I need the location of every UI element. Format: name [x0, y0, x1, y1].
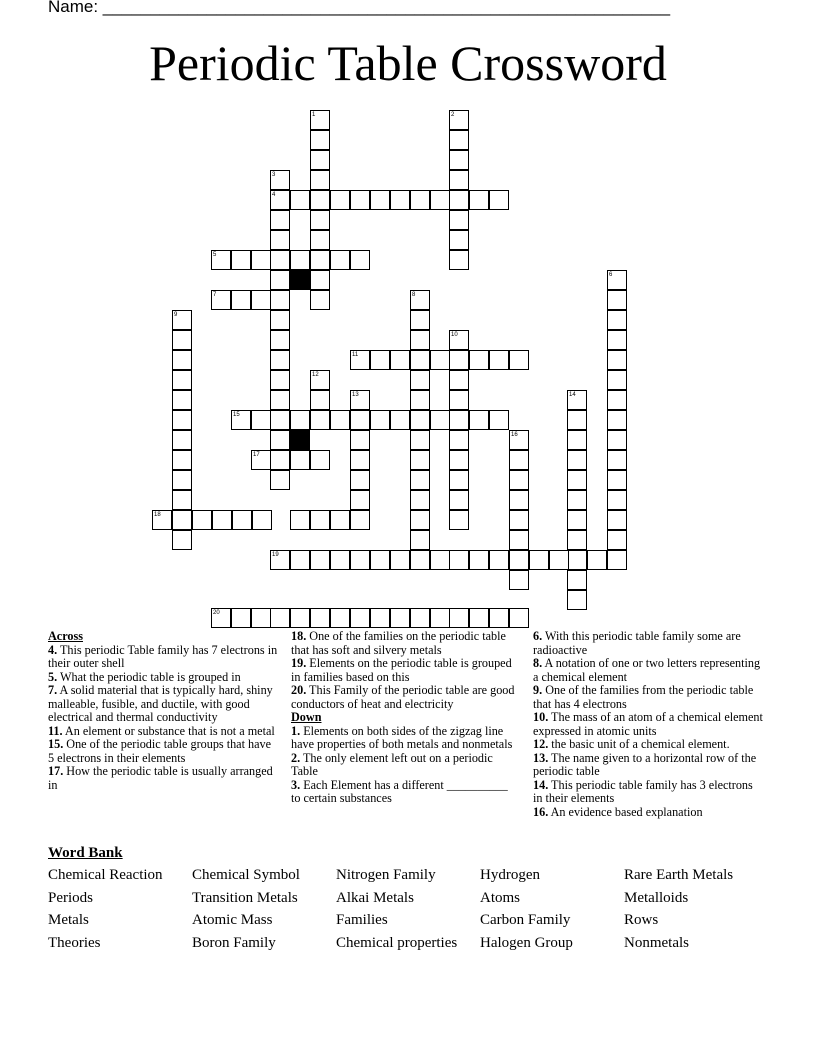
crossword-cell[interactable] — [430, 350, 450, 370]
crossword-cell[interactable] — [350, 550, 370, 570]
crossword-cell[interactable] — [350, 410, 370, 430]
crossword-cell[interactable] — [410, 550, 430, 570]
clue-text: One of the periodic table groups that have 5 electrons in their elements — [48, 737, 272, 765]
crossword-cell[interactable] — [449, 170, 469, 190]
crossword-cell[interactable] — [567, 390, 587, 410]
clue-num: 13. — [533, 750, 549, 765]
crossword-cell[interactable] — [549, 550, 569, 570]
crossword-cell[interactable] — [370, 608, 390, 628]
crossword-cell[interactable] — [310, 170, 330, 190]
crossword-cell[interactable] — [410, 430, 430, 450]
down-clue — [291, 725, 515, 752]
crossword-cell[interactable] — [449, 470, 469, 490]
crossword-cell[interactable] — [607, 350, 627, 370]
word-bank-item: Atomic Mass — [192, 912, 273, 929]
crossword-cell[interactable] — [172, 530, 192, 550]
clue-num: 11. — [48, 723, 63, 738]
word-bank-item: Rows — [624, 912, 659, 929]
name-field[interactable]: Name: ____________________________________________________________ — [48, 0, 671, 16]
crossword-cell[interactable] — [251, 250, 271, 270]
clue-num: 5. — [48, 669, 58, 684]
crossword-cell[interactable] — [310, 450, 330, 470]
crossword-cell[interactable] — [350, 190, 370, 210]
clue-num: 16. — [533, 804, 549, 819]
clue-number: 13 — [352, 392, 359, 398]
page-title: Periodic Table Crossword — [149, 35, 667, 91]
crossword-cell[interactable] — [449, 350, 469, 370]
crossword-cell[interactable] — [310, 110, 330, 130]
clue-num: 17. — [48, 764, 64, 778]
crossword-cell[interactable] — [270, 370, 290, 390]
crossword-cell[interactable] — [567, 410, 587, 430]
word-bank-item: Carbon Family — [480, 912, 571, 929]
crossword-cell[interactable] — [489, 550, 509, 570]
crossword-cell[interactable] — [449, 430, 469, 450]
crossword-cell[interactable] — [469, 410, 489, 430]
crossword-cell[interactable] — [430, 190, 450, 210]
crossword-cell[interactable] — [270, 190, 290, 210]
crossword-cell[interactable] — [350, 250, 370, 270]
clue-num: 2. — [291, 750, 301, 765]
across-clue — [48, 765, 280, 792]
crossword-cell[interactable] — [410, 608, 430, 628]
clue-num: 1. — [291, 723, 301, 738]
word-bank-item: Chemical Symbol — [192, 867, 300, 883]
crossword-cell[interactable] — [410, 390, 430, 410]
word-bank-item: Families — [336, 912, 388, 929]
crossword-cell[interactable] — [330, 550, 350, 570]
crossword-cell[interactable] — [489, 350, 509, 370]
crossword-cell[interactable] — [607, 450, 627, 470]
crossword-cell[interactable] — [607, 270, 627, 290]
word-bank-item: Boron Family — [192, 935, 276, 952]
word-bank-item: Chemical properties — [336, 935, 458, 952]
crossword-cell[interactable] — [607, 330, 627, 350]
clue-number: 15 — [233, 412, 240, 418]
crossword-cell[interactable] — [449, 490, 469, 510]
crossword-cell[interactable] — [509, 570, 529, 590]
crossword-cell[interactable] — [350, 450, 370, 470]
down-clue — [291, 779, 515, 806]
crossword-cell[interactable] — [310, 550, 330, 570]
crossword-cell[interactable] — [449, 130, 469, 150]
crossword-cell[interactable] — [310, 370, 330, 390]
clue-number: 8 — [412, 292, 416, 298]
crossword-cell[interactable] — [509, 530, 529, 550]
crossword-cell[interactable] — [410, 330, 430, 350]
word-bank-title: Word Bank — [48, 845, 123, 861]
crossword-cell[interactable] — [567, 430, 587, 450]
across-clue — [291, 657, 515, 684]
clue-number: 14 — [569, 392, 576, 398]
crossword-cell[interactable] — [211, 250, 231, 270]
clue-number: 1 — [312, 112, 316, 118]
across-clue — [48, 725, 280, 739]
down-clue — [533, 630, 763, 657]
crossword-cell[interactable] — [449, 450, 469, 470]
crossword-cell[interactable] — [270, 410, 290, 430]
clue-text: A notation of one or two letters representing a chemical element — [533, 656, 761, 684]
crossword-cell[interactable] — [270, 170, 290, 190]
crossword-cell[interactable] — [449, 230, 469, 250]
crossword-cell[interactable] — [172, 410, 192, 430]
crossword-cell[interactable] — [172, 470, 192, 490]
crossword-cell[interactable] — [310, 210, 330, 230]
crossword-cell[interactable] — [449, 330, 469, 350]
word-bank-item: Rare Earth Metals — [624, 867, 734, 883]
down-clue — [533, 806, 763, 820]
crossword-cell[interactable] — [410, 290, 430, 310]
crossword-cell[interactable] — [449, 390, 469, 410]
crossword-cell[interactable] — [172, 490, 192, 510]
crossword-cell[interactable] — [270, 550, 290, 570]
word-bank-item: Nonmetals — [624, 935, 689, 952]
clue-text: One of the families on the periodic table that has soft and silvery metals — [291, 629, 506, 657]
crossword-cell[interactable] — [251, 290, 271, 310]
crossword-cell[interactable] — [449, 550, 469, 570]
down-clue — [533, 738, 763, 752]
clue-text: How the periodic table is usually arranged in — [48, 764, 273, 792]
clue-text: Each Element has a different __________ to certain substances — [291, 777, 508, 805]
crossword-cell[interactable] — [172, 370, 192, 390]
crossword-cell[interactable] — [251, 608, 271, 628]
down-clue — [533, 752, 763, 779]
crossword-cell[interactable] — [469, 350, 489, 370]
crossword-cell[interactable] — [529, 550, 549, 570]
crossword-cell[interactable] — [310, 390, 330, 410]
crossword-cell[interactable] — [270, 350, 290, 370]
crossword-cell[interactable] — [270, 270, 290, 290]
clue-text: With this periodic table family some are radioactive — [533, 629, 741, 657]
word-bank-item: Transition Metals — [192, 889, 298, 906]
clue-heading: Across — [48, 629, 83, 643]
crossword-cell[interactable] — [270, 450, 290, 470]
across-clue — [291, 684, 515, 711]
crossword-cell[interactable] — [567, 510, 587, 530]
crossword-cell[interactable] — [509, 510, 529, 530]
clue-number: 19 — [272, 552, 279, 558]
word-bank-item: Nitrogen Family — [336, 867, 436, 883]
crossword-cell[interactable] — [350, 510, 370, 530]
crossword-cell[interactable] — [270, 430, 290, 450]
crossword-cell[interactable] — [449, 150, 469, 170]
crossword-cell[interactable] — [212, 510, 232, 530]
crossword-cell[interactable] — [310, 230, 330, 250]
clue-number: 9 — [174, 312, 178, 318]
clue-num: 7. — [48, 683, 58, 697]
clue-number: 4 — [272, 192, 276, 198]
across-clue — [48, 671, 280, 685]
clue-text: One of the families from the periodic table that has 4 electrons — [533, 683, 754, 711]
crossword-cell[interactable] — [410, 490, 430, 510]
crossword-cell[interactable] — [567, 450, 587, 470]
crossword-cell[interactable] — [607, 410, 627, 430]
crossword-cell[interactable] — [330, 510, 350, 530]
crossword-cell[interactable] — [410, 510, 430, 530]
clue-number: 16 — [511, 432, 518, 438]
crossword-cell[interactable] — [350, 430, 370, 450]
crossword-cell[interactable] — [449, 190, 469, 210]
crossword-cell[interactable] — [410, 310, 430, 330]
crossword-cell[interactable] — [469, 608, 489, 628]
crossword-cell[interactable] — [410, 530, 430, 550]
clues-column-3 — [533, 630, 763, 819]
crossword-cell[interactable] — [390, 190, 410, 210]
clue-number: 2 — [451, 112, 455, 118]
clue-text: This Family of the periodic table are good conductors of heat and electricity — [291, 683, 515, 711]
crossword-cell[interactable] — [607, 530, 627, 550]
clue-number: 3 — [272, 172, 276, 178]
crossword-cell[interactable] — [390, 350, 410, 370]
word-bank-item: Alkai Metals — [336, 889, 414, 906]
clue-number: 11 — [352, 352, 359, 358]
crossword-cell[interactable] — [290, 608, 310, 628]
crossword-cell[interactable] — [172, 510, 192, 530]
crossword-cell[interactable] — [211, 608, 231, 628]
across-clue — [48, 684, 280, 725]
clue-number: 10 — [451, 332, 458, 338]
crossword-cell[interactable] — [449, 250, 469, 270]
clue-text: An evidence based explanation — [548, 804, 703, 819]
clue-text: This periodic Table family has 7 electrons in their outer shell — [48, 642, 278, 670]
crossword-cell[interactable] — [430, 550, 450, 570]
crossword-cell[interactable] — [410, 450, 430, 470]
crossword-cell[interactable] — [607, 490, 627, 510]
clue-num: 18. — [291, 629, 307, 643]
crossword-cell[interactable] — [410, 350, 430, 370]
crossword-cell[interactable] — [449, 210, 469, 230]
clue-num: 15. — [48, 737, 64, 751]
clues-column-1 — [48, 630, 280, 792]
crossword-cell[interactable] — [489, 410, 509, 430]
word-bank-item: Periods — [48, 889, 93, 906]
crossword-cell[interactable] — [370, 190, 390, 210]
crossword-cell[interactable] — [587, 550, 607, 570]
crossword-cell[interactable] — [370, 550, 390, 570]
crossword-cell[interactable] — [211, 290, 231, 310]
crossword-cell[interactable] — [607, 310, 627, 330]
clue-number: 5 — [213, 252, 217, 258]
crossword-cell[interactable] — [509, 608, 529, 628]
crossword-cell[interactable] — [509, 350, 529, 370]
crossword-cell[interactable] — [509, 450, 529, 470]
crossword-cell[interactable] — [290, 250, 310, 270]
down-clue — [533, 657, 763, 684]
crossword-cell[interactable] — [330, 250, 350, 270]
crossword-cell[interactable] — [449, 410, 469, 430]
crossword-cell[interactable] — [330, 608, 350, 628]
word-bank-item: Hydrogen — [480, 867, 540, 883]
crossword-cell[interactable] — [607, 510, 627, 530]
down-clue — [533, 684, 763, 711]
crossword-cell[interactable] — [350, 470, 370, 490]
crossword-cell[interactable] — [607, 430, 627, 450]
crossword-cell[interactable] — [509, 490, 529, 510]
word-bank-item: Atoms — [480, 889, 521, 906]
clue-num: 10. — [533, 710, 549, 724]
clue-num: 9. — [533, 683, 543, 697]
crossword-cell[interactable] — [172, 430, 192, 450]
clue-num: 19. — [291, 656, 307, 670]
crossword-cell[interactable] — [607, 550, 627, 570]
crossword-cell[interactable] — [290, 190, 310, 210]
crossword-cell[interactable] — [310, 410, 330, 430]
clue-number: 12 — [312, 372, 319, 378]
across-clue — [291, 630, 515, 657]
crossword-cell[interactable] — [310, 270, 330, 290]
crossword-cell[interactable] — [290, 510, 310, 530]
word-bank-item: Theories — [48, 935, 101, 952]
clue-text: The only element left out on a periodic Table — [291, 750, 493, 778]
crossword-cell[interactable] — [270, 290, 290, 310]
crossword-cell[interactable] — [270, 608, 290, 628]
crossword-cell[interactable] — [310, 190, 330, 210]
word-bank-item: Metalloids — [624, 889, 689, 906]
crossword-cell[interactable] — [607, 290, 627, 310]
crossword-cell[interactable] — [390, 410, 410, 430]
crossword-cell[interactable] — [489, 190, 509, 210]
clue-number: 20 — [213, 610, 220, 616]
crossword-cell[interactable] — [567, 590, 587, 610]
clues-column-2 — [291, 630, 515, 806]
clue-number: 17 — [253, 452, 260, 458]
crossword-cell[interactable] — [290, 550, 310, 570]
crossword-cell[interactable] — [152, 510, 172, 530]
clue-text: This periodic table family has 3 electrons in their elements — [533, 777, 753, 805]
crossword-cell[interactable] — [172, 350, 192, 370]
clue-num: 14. — [533, 777, 549, 792]
crossword-cell[interactable] — [469, 190, 489, 210]
clue-number: 18 — [154, 512, 161, 518]
crossword-cell[interactable] — [310, 608, 330, 628]
crossword-cell[interactable] — [310, 130, 330, 150]
crossword-cell[interactable] — [251, 410, 271, 430]
crossword-cell[interactable] — [567, 530, 587, 550]
crossword-cell[interactable] — [172, 450, 192, 470]
crossword-cell[interactable] — [172, 330, 192, 350]
clue-text: An element or substance that is not a metal — [62, 723, 275, 738]
crossword-cell[interactable] — [231, 410, 251, 430]
crossword-cell[interactable] — [290, 450, 310, 470]
word-bank-item: Chemical Reaction — [48, 867, 163, 883]
crossword-cell[interactable] — [370, 350, 390, 370]
crossword-cell[interactable] — [330, 410, 350, 430]
crossword-cell[interactable] — [449, 608, 469, 628]
clue-num: 8. — [533, 656, 543, 670]
crossword-cell[interactable] — [172, 310, 192, 330]
crossword-cell[interactable] — [350, 390, 370, 410]
clue-text: Elements on the periodic table is grouped in families based on this — [291, 656, 512, 684]
crossword-cell[interactable] — [310, 510, 330, 530]
crossword-cell[interactable] — [232, 510, 252, 530]
crossword-cell[interactable] — [270, 230, 290, 250]
clue-number: 7 — [213, 292, 217, 298]
crossword-cell[interactable] — [172, 390, 192, 410]
word-bank-item: Metals — [48, 912, 89, 929]
across-clue — [48, 644, 280, 671]
crossword-cell[interactable] — [310, 250, 330, 270]
clue-text: What the periodic table is grouped in — [57, 669, 241, 684]
crossword-cell[interactable] — [509, 550, 529, 570]
down-clue — [533, 711, 763, 738]
crossword-cell[interactable] — [252, 510, 272, 530]
crossword-cell[interactable] — [270, 310, 290, 330]
crossword-cell[interactable] — [607, 470, 627, 490]
clue-text: The name given to a horizontal row of the periodic table — [533, 750, 757, 778]
clue-num: 12. — [533, 737, 549, 751]
across-clue — [48, 738, 280, 765]
crossword-cell[interactable] — [270, 390, 290, 410]
crossword-cell[interactable] — [567, 470, 587, 490]
clue-text: Elements on both sides of the zigzag line have properties of both metals and nonmetals — [291, 723, 513, 751]
crossword-cell[interactable] — [410, 190, 430, 210]
clue-num: 20. — [291, 683, 307, 697]
crossword-cell[interactable] — [270, 210, 290, 230]
clue-num: 6. — [533, 629, 543, 643]
crossword-cell[interactable] — [410, 410, 430, 430]
crossword-cell[interactable] — [430, 410, 450, 430]
crossword-cell[interactable] — [270, 470, 290, 490]
crossword-cell[interactable] — [310, 290, 330, 310]
crossword-cell[interactable] — [449, 510, 469, 530]
crossword-cell[interactable] — [449, 110, 469, 130]
crossword-cell[interactable] — [370, 410, 390, 430]
crossword-cell[interactable] — [509, 470, 529, 490]
crossword-cell[interactable] — [251, 450, 271, 470]
clue-num: 3. — [291, 777, 301, 792]
crossword-cell[interactable] — [390, 608, 410, 628]
crossword-cell[interactable] — [430, 608, 450, 628]
crossword-cell[interactable] — [567, 570, 587, 590]
clue-num: 4. — [48, 642, 58, 657]
crossword-cell[interactable] — [489, 608, 509, 628]
crossword-cell[interactable] — [231, 250, 251, 270]
crossword-cell[interactable] — [410, 470, 430, 490]
crossword-black-cell — [290, 430, 310, 450]
crossword-cell[interactable] — [509, 430, 529, 450]
crossword-cell[interactable] — [231, 290, 251, 310]
clue-heading: Down — [291, 710, 322, 724]
clue-text: A solid material that is typically hard, shiny malleable, fusible, and ductile, with good electrical and thermal conductivity — [48, 683, 273, 724]
crossword-cell[interactable] — [567, 490, 587, 510]
clue-text: the basic unit of a chemical element. — [548, 737, 730, 751]
crossword-cell[interactable] — [231, 608, 251, 628]
crossword-cell[interactable] — [350, 490, 370, 510]
crossword-cell[interactable] — [310, 150, 330, 170]
crossword-black-cell — [290, 270, 310, 290]
crossword-cell[interactable] — [350, 608, 370, 628]
word-bank-item: Halogen Group — [480, 935, 573, 952]
clue-number: 6 — [609, 272, 613, 278]
clue-text: The mass of an atom of a chemical element expressed in atomic units — [533, 710, 763, 738]
down-clue — [533, 779, 763, 806]
crossword-cell[interactable] — [469, 550, 489, 570]
crossword-cell[interactable] — [330, 190, 350, 210]
crossword-cell[interactable] — [350, 350, 370, 370]
crossword-cell[interactable] — [607, 390, 627, 410]
crossword-cell[interactable] — [192, 510, 212, 530]
crossword-cell[interactable] — [410, 370, 430, 390]
crossword-cell[interactable] — [607, 370, 627, 390]
crossword-cell[interactable] — [270, 330, 290, 350]
down-clue — [291, 752, 515, 779]
crossword-cell[interactable] — [270, 250, 290, 270]
crossword-cell[interactable] — [567, 550, 587, 570]
crossword-cell[interactable] — [290, 410, 310, 430]
crossword-cell[interactable] — [390, 550, 410, 570]
crossword-cell[interactable] — [449, 370, 469, 390]
